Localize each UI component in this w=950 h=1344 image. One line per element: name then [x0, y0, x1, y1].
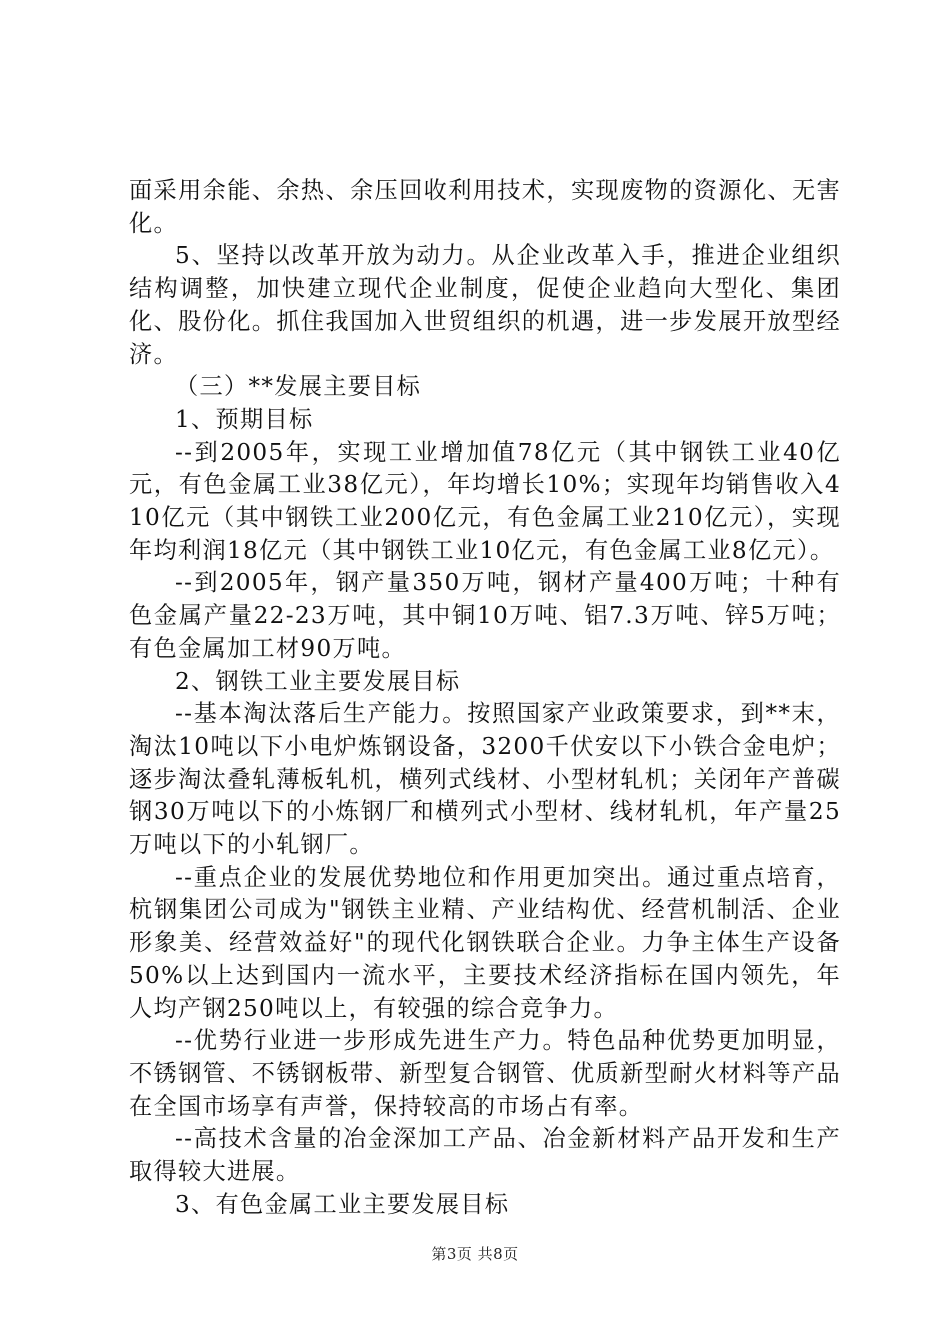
page-number-footer: 第3页 共8页	[431, 1245, 519, 1263]
paragraph-eliminate-capacity: --基本淘汰落后生产能力。按照国家产业政策要求，到**末，淘汰10吨以下小电炉炼钢设备，3200千伏安以下小铁合金电炉；逐步淘汰叠轧薄板轧机，横列式线材、小型材轧机；关闭年产普碳钢30万吨以下的小炼钢厂和横列式小型材、线材轧机，年产量25万吨以下的小轧钢厂。	[129, 700, 841, 859]
paragraph-high-tech: --高技术含量的冶金深加工产品、冶金新材料产品开发和生产取得较大进展。	[129, 1125, 841, 1186]
paragraph-output: --到2005年，钢产量350万吨，钢材产量400万吨；十种有色金属产量22-23万吨，其中铜10万吨、铝7.3万吨、锌5万吨；有色金属加工材90万吨。	[129, 569, 841, 662]
paragraph-reform: 5、坚持以改革开放为动力。从企业改革入手，推进企业组织结构调整，加快建立现代企业制度，促使企业趋向大型化、集团化、股份化。抓住我国加入世贸组织的机遇，进一步发展开放型经济。	[129, 242, 841, 368]
paragraph-key-enterprises: --重点企业的发展优势地位和作用更加突出。通过重点培育，杭钢集团公司成为"钢铁主业精、产业结构优、经营机制活、企业形象美、经营效益好"的现代化钢铁联合企业。力争主体生产设备50%以上达到国内一流水平，主要技术经济指标在国内领先，年人均产钢250吨以上，有较强的综合竞争力。	[129, 863, 841, 1022]
subheading-nonferrous-goals: 3、有色金属工业主要发展目标	[175, 1190, 510, 1218]
subheading-expected-goals: 1、预期目标	[175, 405, 314, 433]
paragraph-value-added: --到2005年，实现工业增加值78亿元（其中钢铁工业40亿元，有色金属工业38亿元），年均增长10%；实现年均销售收入410亿元（其中钢铁工业200亿元，有色金属工业210亿元），实现年均利润18亿元（其中钢铁工业10亿元，有色金属工业8亿元）。	[129, 438, 841, 564]
paragraph-advantage-industries: --优势行业进一步形成先进生产力。特色品种优势更加明显，不锈钢管、不锈钢板带、新型复合钢管、优质新型耐火材料等产品在全国市场享有声誉，保持较高的市场占有率。	[129, 1027, 841, 1120]
subheading-steel-goals: 2、钢铁工业主要发展目标	[175, 667, 461, 695]
document-body	[129, 175, 841, 1222]
section-heading-goals: （三）**发展主要目标	[175, 373, 422, 401]
paragraph-continuation: 面采用余能、余热、余压回收利用技术，实现废物的资源化、无害化。	[129, 177, 841, 237]
